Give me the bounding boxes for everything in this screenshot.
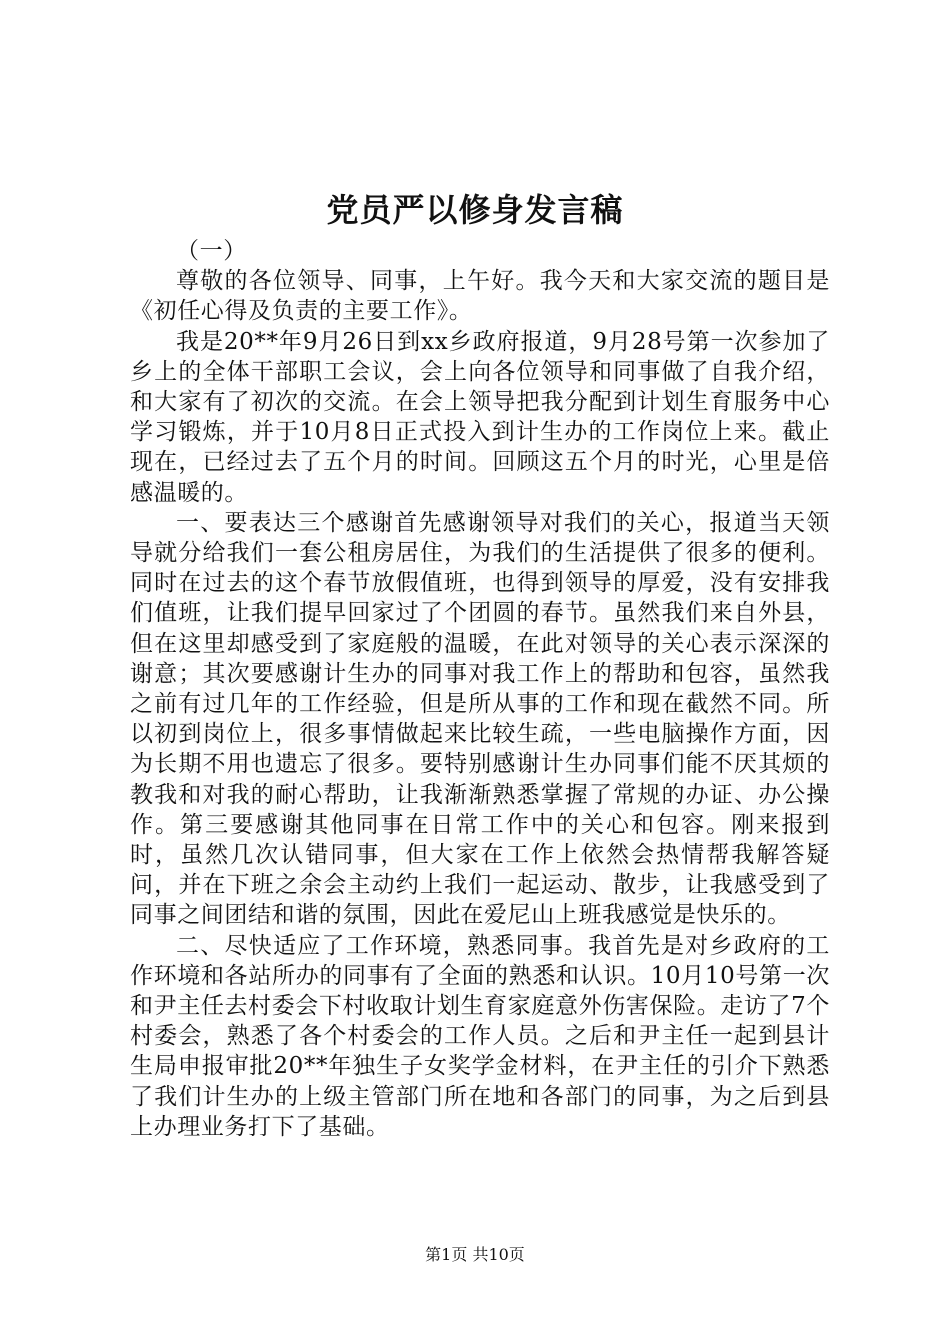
paragraph-gratitude: 一、要表达三个感谢首先感谢领导对我们的关心，报道当天领导就分给我们一套公租房居住，为我们的生活提供了很多的便利。同时在过去的这个春节放假值班，也得到领导的厚爱，没有安排我们值班，让我们提早回家过了个团圆的春节。虽然我们来自外县，但在这里却感受到了家庭般的温暖，在此对领导的关心表示深深的谢意；其次要感谢计生办的同事对我工作上的帮助和包容，虽然我之前有过几年的工作经验，但是所从事的工作和现在截然不同。所以初到岗位上，很多事情做起来比较生疏，一些电脑操作方面，因为长期不用也遗忘了很多。要特别感谢计生办同事们能不厌其烦的教我和对我的耐心帮助，让我渐渐熟悉掌握了常规的办证、办公操作。第三要感谢其他同事在日常工作中的关心和包容。刚来报到时，虽然几次认错同事，但大家在工作上依然会热情帮我解答疑问，并在下班之余会主动约上我们一起运动、散步，让我感受到了同事之间团结和谐的氛围，因此在爱尼山上班我感觉是快乐的。 [130, 509, 830, 929]
section-marker: （一） [176, 238, 247, 264]
page-footer: 第1页 共10页 [425, 1245, 525, 1264]
document-title: 党员严以修身发言稿 [326, 191, 624, 229]
paragraph-adaptation: 二、尽快适应了工作环境，熟悉同事。我首先是对乡政府的工作环境和各站所办的同事有了全面的熟悉和认识。10月10号第一次和尹主任去村委会下村收取计划生育家庭意外伤害保险。走访了7个村委会，熟悉了各个村委会的工作人员。之后和尹主任一起到县计生局申报审批20**年独生子女奖学金材料，在尹主任的引介下熟悉了我们计生办的上级主管部门所在地和各部门的同事，为之后到县上办理业务打下了基础。 [130, 932, 830, 1140]
paragraph-greeting: 尊敬的各位领导、同事，上午好。我今天和大家交流的题目是《初任心得及负责的主要工作》。 [130, 268, 830, 325]
document-body [130, 236, 830, 1142]
paragraph-introduction: 我是20**年9月26日到xx乡政府报道，9月28号第一次参加了乡上的全体干部职工会议，会上向各位领导和同事做了自我介绍，和大家有了初次的交流。在会上领导把我分配到计划生育服务中心学习锻炼，并于10月8日正式投入到计生办的工作岗位上来。截止现在，已经过去了五个月的时间。回顾这五个月的时光，心里是倍感温暖的。 [130, 328, 830, 506]
